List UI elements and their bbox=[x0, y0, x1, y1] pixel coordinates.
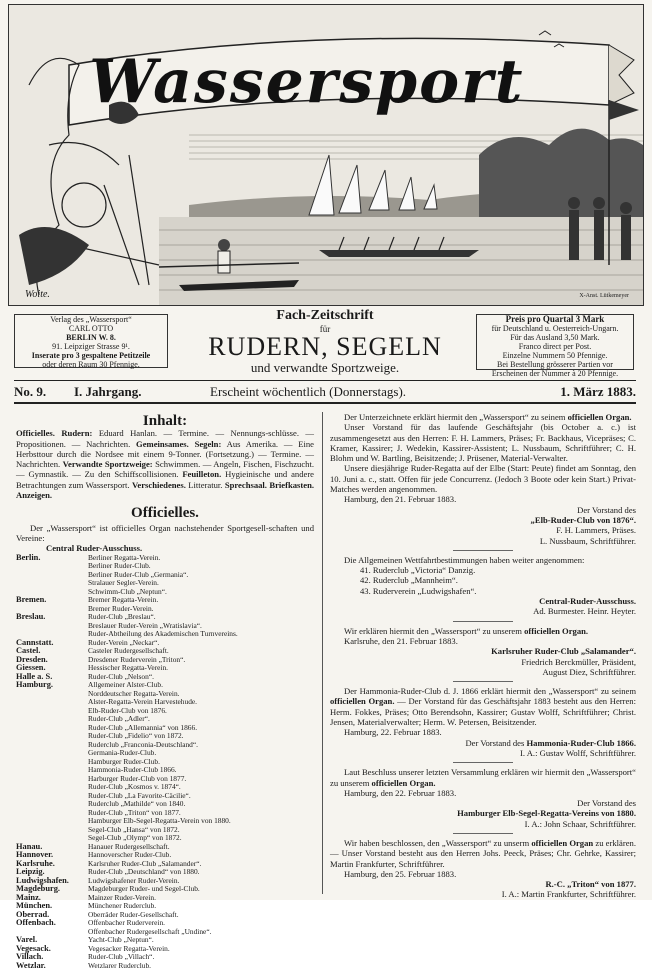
inhalt-part11: Sprechsaal. Briefkasten. Anzeigen. bbox=[16, 479, 315, 501]
elb-declaration bbox=[330, 412, 636, 422]
inhalt-part6: Schwimmen. — Angeln, Fischen, Fischzucht. — Gymnastik. — Zu den Schiffscollisionen. bbox=[16, 459, 314, 480]
club-name: Vegesacker Regatta-Verein. bbox=[88, 943, 170, 953]
club-name: Allgemeiner Alster-Club. bbox=[88, 680, 163, 690]
club-names bbox=[88, 902, 314, 911]
club-name: Münchener Ruderclub. bbox=[88, 901, 157, 911]
salamander-decl-text: Wir erklären hiermit den „Wassersport“ zu unserem bbox=[344, 625, 525, 636]
elb-decl-text: Der Unterzeichnete erklärt hiermit den „Wassersport“ zu seinem bbox=[344, 412, 568, 422]
club-city: Oberrad. bbox=[16, 909, 50, 919]
central-section: Central Ruder-Ausschuss. bbox=[46, 543, 143, 554]
club-names bbox=[88, 953, 314, 962]
club-name: Ruder-Club „Fidelio“ von 1872. bbox=[88, 731, 184, 741]
club-name: Hamburger Ruder-Club. bbox=[88, 756, 160, 766]
club-name: Berliner Ruder-Club. bbox=[88, 561, 151, 571]
left-column bbox=[16, 412, 314, 970]
hammonia-club: Hammonia-Ruder-Club 1866. bbox=[526, 737, 636, 748]
inhalt-part2: Eduard Hanlan. — Termine. — Nennungs-schlüsse. — Propositionen. — Nachrichten. bbox=[16, 428, 315, 449]
club-names bbox=[88, 894, 314, 903]
wettfahrt-intro: Die Allgemeinen Wettfahrtbestimmungen haben weiter angenommen: bbox=[344, 554, 585, 565]
inhalt-part7: Feuilleton. bbox=[182, 469, 222, 480]
club-name: Breslauer Ruder-Verein „Wratislavia“. bbox=[88, 620, 202, 630]
club-name: Harburger Ruder-Club von 1877. bbox=[88, 773, 187, 783]
separator bbox=[453, 762, 513, 763]
club-city: Cannstatt. bbox=[16, 637, 54, 647]
artist-signature: Woite. bbox=[25, 289, 50, 300]
top-rule bbox=[14, 380, 636, 381]
wettfahrt-42: 42. Ruderclub „Mannheim“. bbox=[360, 575, 458, 586]
club-city-row bbox=[16, 894, 314, 903]
club-name: Berliner Regatta-Verein. bbox=[88, 552, 161, 562]
club-city: Dresden. bbox=[16, 654, 48, 664]
club-city-row bbox=[16, 936, 314, 945]
club-city-row bbox=[16, 885, 314, 894]
club-name: Oberräder Ruder-Gesellschaft. bbox=[88, 909, 179, 919]
club-name: Segel-Club „Hansa“ von 1872. bbox=[88, 824, 180, 834]
inhalt-part9: Verschiedenes. bbox=[131, 479, 186, 490]
inhalt-part4: Aus Amerika. — Eine Herbsttour durch die Nordsee mit einem 9-Tonner. (Fortsetzung.) — Termine. — Nachrichten. bbox=[16, 438, 314, 470]
publisher-line4: 91. Leipziger Strasse 9¹. bbox=[52, 342, 130, 351]
club-name: Ruder-Club „Villach“. bbox=[88, 952, 155, 962]
club-city: Bremen. bbox=[16, 595, 47, 605]
price-line6: Bei Bestellung grösserer Partien vor bbox=[497, 360, 613, 369]
price-line4: Franco direct per Post. bbox=[518, 342, 592, 351]
club-name: Ruder-Club „Kosmos v. 1874“. bbox=[88, 782, 181, 792]
club-names bbox=[88, 936, 314, 945]
club-names bbox=[88, 681, 314, 843]
subtitle-line1: Fach-Zeitschrift bbox=[276, 308, 374, 323]
club-name: Ruder-Club „Nelson“. bbox=[88, 671, 154, 681]
triton-decl-text: Wir haben beschlossen, den „Wassersport“ zu unserm bbox=[344, 837, 532, 848]
triton-declaration bbox=[330, 838, 636, 869]
elbsegel-decl-organ: officiellen Organ. bbox=[371, 777, 436, 788]
club-name: Hanauer Rudergesellschaft. bbox=[88, 841, 170, 851]
club-name: Offenbacher Rudergesellschaft „Undine“. bbox=[88, 926, 212, 936]
club-city: Giessen. bbox=[16, 663, 46, 673]
salamander-club: Karlsruher Ruder-Club „Salamander“. bbox=[491, 646, 636, 657]
price-line5: Einzelne Nummern 50 Pfennige. bbox=[502, 351, 608, 360]
club-name: Offenbacher Ruderverein. bbox=[88, 918, 166, 928]
club-name: Stralauer Segler-Verein. bbox=[88, 578, 159, 588]
club-name: Ruder-Club „La Favorite-Cäcilie“. bbox=[88, 790, 191, 800]
club-name: Hannoverscher Ruder-Club. bbox=[88, 850, 172, 860]
club-city-row bbox=[16, 613, 314, 639]
club-city: Varel. bbox=[16, 935, 38, 945]
club-city: Karlsruhe. bbox=[16, 858, 55, 868]
masthead-illustration bbox=[8, 4, 644, 306]
club-name: Ruder-Club „Breslau“. bbox=[88, 612, 156, 622]
right-column bbox=[330, 412, 636, 900]
triton-date: Hamburg, den 25. Februar 1883. bbox=[344, 868, 457, 879]
club-name: Ruder-Club „Allemannia“ von 1866. bbox=[88, 722, 198, 732]
club-names bbox=[88, 613, 314, 639]
wettfahrt-43: 43. Ruderverein „Ludwigshafen“. bbox=[360, 585, 477, 596]
salamander-sign1: Friedrich Berckmüller, Präsident, bbox=[521, 656, 636, 667]
club-city: Hamburg. bbox=[16, 680, 53, 690]
club-names bbox=[88, 911, 314, 920]
inhalt-heading: Inhalt: bbox=[142, 413, 188, 429]
hammonia-declaration bbox=[330, 686, 636, 727]
price-line7: Erscheinen der Nummer à 20 Pfennige. bbox=[491, 369, 619, 378]
club-name: Bremer Regatta-Verein. bbox=[88, 595, 159, 605]
issue-number: No. 9. bbox=[14, 384, 47, 399]
club-name: Mainzer Ruder-Verein. bbox=[88, 892, 156, 902]
hammonia-date: Hamburg, 22. Februar 1883. bbox=[344, 727, 442, 738]
club-list bbox=[16, 554, 314, 970]
club-city: Magdeburg. bbox=[16, 884, 60, 894]
club-names bbox=[88, 596, 314, 613]
club-city: Villach. bbox=[16, 952, 44, 962]
issue-frequency: Erscheint wöchentlich (Donnerstags). bbox=[210, 384, 407, 399]
club-name: Karlsruher Ruder-Club „Salamander“. bbox=[88, 858, 202, 868]
column-divider bbox=[322, 412, 323, 894]
inhalt-part3: Gemeinsames. Segeln: bbox=[136, 438, 222, 449]
elbsegel-vorstand: Der Vorstand des bbox=[577, 798, 636, 809]
club-name: Ruder-Club „Adler“. bbox=[88, 714, 150, 724]
club-city: Leipzig. bbox=[16, 867, 45, 877]
officielles-heading: Officielles. bbox=[131, 505, 199, 522]
salamander-sign2: August Diez, Schriftführer. bbox=[542, 666, 636, 677]
club-city-row bbox=[16, 596, 314, 613]
elb-sign1: F. H. Lammers, Präses. bbox=[556, 525, 636, 536]
price-line2: für Deutschland u. Oesterreich-Ungarn. bbox=[491, 324, 619, 333]
club-name: Ludwigshafener Ruder-Verein. bbox=[88, 875, 180, 885]
publisher-line1: Verlag des „Wassersport“ bbox=[50, 315, 132, 324]
journal-subtitle bbox=[180, 308, 470, 376]
club-city: Hannover. bbox=[16, 850, 54, 860]
elb-sign2: L. Nussbaum, Schriftführer. bbox=[539, 535, 636, 546]
elbsegel-decl-text: Laut Beschluss unserer letzten Versammlung erklären wir hiermit den „Wassersport“ zu unserem bbox=[330, 767, 636, 788]
elbsegel-declaration bbox=[330, 767, 636, 788]
publisher-line2: CARL OTTO bbox=[68, 324, 114, 333]
elb-board: Unser Vorstand für das laufende Geschäftsjahr (bis October a. c.) ist zusammengesetzt aus den Herren: F. H. Lammers, Präses; Fr. Backhaus, Vicepräses; C. Kramer, Kassirer; J. Wedekin, Kassirer-Assistent; L. Nussbaum, Schriftführer; C. H. Blohm und W. Bartling, Beisitzende; J. Prüsener, Material-Verwalter. bbox=[330, 422, 636, 464]
club-name: Elb-Ruder-Club von 1876. bbox=[88, 705, 167, 715]
elb-regatta: Unsere diesjährige Ruder-Regatta auf der Elbe (Start: Peute) findet am Sonntag, den 10. Juni a. c., statt. Offen für jede Concurrenz. (Jedoch 3 Boote oder kein Start.) Privat-Matches werden angenommen. bbox=[330, 463, 636, 495]
club-name: Schwimm-Club „Neptun“. bbox=[88, 586, 167, 596]
club-city: München. bbox=[16, 901, 53, 911]
elb-vorstand: Der Vorstand des bbox=[577, 504, 636, 515]
club-names bbox=[88, 919, 314, 936]
hammonia-sign: I. A.: Gustav Wolff, Schriftführer. bbox=[520, 747, 636, 758]
club-city: Ludwigshafen. bbox=[16, 875, 69, 885]
inhalt-part5: Verwandte Sportzweige: bbox=[62, 459, 153, 470]
elb-date: Hamburg, den 21. Februar 1883. bbox=[344, 494, 457, 505]
elbsegel-date: Hamburg, den 22. Februar 1883. bbox=[344, 787, 457, 798]
separator bbox=[453, 621, 513, 622]
price-box bbox=[476, 314, 634, 378]
club-city-row bbox=[16, 673, 314, 682]
club-names bbox=[88, 962, 314, 970]
club-names bbox=[88, 554, 314, 597]
separator bbox=[453, 550, 513, 551]
club-name: Hessischer Regatta-Verein. bbox=[88, 663, 169, 673]
elbsegel-sign: I. A.: John Schaar, Schriftführer. bbox=[524, 818, 636, 829]
club-city: Castel. bbox=[16, 646, 41, 656]
club-name: Dresdener Ruderverein „Triton“. bbox=[88, 654, 186, 664]
salamander-declaration bbox=[330, 626, 636, 636]
central-ausschuss: Central-Ruder-Ausschuss. bbox=[539, 596, 636, 607]
hammonia-decl-organ: officiellen Organ. bbox=[330, 696, 395, 707]
hammonia-vorstand-text: Der Vorstand des bbox=[465, 737, 527, 748]
club-city: Halle a. S. bbox=[16, 671, 53, 681]
club-city-row bbox=[16, 554, 314, 597]
club-name: Berliner Ruder-Club „Germania“. bbox=[88, 569, 189, 579]
inhalt-text bbox=[16, 428, 314, 500]
subtitle-line3: RUDERN, SEGELN bbox=[208, 332, 442, 361]
club-name: Ruder-Club „Deutschland“ von 1880. bbox=[88, 867, 200, 877]
club-name: Wetzlarer Ruderclub. bbox=[88, 960, 152, 970]
triton-decl-board: zu erklären. — Unser Vorstand besteht aus den Herren Johs. Peeck, Präses; Chr. Gehrke, Kassirer; Martin Frankfurter, Schriftführer. bbox=[330, 837, 636, 869]
inhalt-part1: Officielles. Rudern: bbox=[16, 428, 93, 439]
club-name: Segel-Club „Olymp“ von 1872. bbox=[88, 833, 182, 843]
subtitle-line2: für bbox=[319, 324, 331, 334]
club-name: Germania-Ruder-Club. bbox=[88, 748, 157, 758]
club-city-row bbox=[16, 919, 314, 936]
separator bbox=[453, 681, 513, 682]
masthead-title: Wassersport bbox=[89, 47, 525, 117]
issue-volume: I. Jahrgang. bbox=[74, 384, 142, 399]
triton-decl-organ: officiellen Organ bbox=[531, 837, 594, 848]
separator bbox=[453, 833, 513, 834]
engraver-credit: X-Anst. Lütkemeyer bbox=[579, 293, 629, 299]
triton-sign: I. A.: Martin Frankfurter, Schriftführer. bbox=[501, 889, 636, 900]
publisher-line6: oder deren Raum 30 Pfennige. bbox=[42, 360, 140, 369]
club-name: Ruder-Abtheilung des Akademischen Turnvereins. bbox=[88, 629, 238, 639]
club-city: Mainz. bbox=[16, 892, 41, 902]
club-city: Wetzlar. bbox=[16, 960, 46, 970]
triton-club: R.-C. „Triton“ von 1877. bbox=[545, 879, 636, 890]
club-city-row bbox=[16, 945, 314, 954]
club-name: Ruderclub „Franconia-Deutschland“. bbox=[88, 739, 198, 749]
club-name: Ruder-Verein „Neckar“. bbox=[88, 637, 160, 647]
inhalt-part10: Litteratur. bbox=[185, 479, 225, 490]
elb-decl-organ: officiellen Organ. bbox=[567, 412, 632, 422]
club-names bbox=[88, 945, 314, 954]
officielles-intro: Der „Wassersport“ ist officielles Organ nachstehender Sportgesell-schaften und Vereine: bbox=[16, 522, 314, 543]
club-city: Hanau. bbox=[16, 841, 43, 851]
club-name: Alster-Regatta-Verein Harvestehude. bbox=[88, 697, 198, 707]
subtitle-line4: und verwandte Sportzweige. bbox=[250, 360, 400, 375]
club-city-row bbox=[16, 902, 314, 911]
club-name: Casteler Rudergesellschaft. bbox=[88, 646, 169, 656]
hammonia-decl-board: — Der Vorstand für das Geschäftsjahr 1883 besteht aus den Herren: Herm. Fokkes, Präses; Otto Berendsohn, Kassirer; Gustav Wolff, Schriftführer; Christ. Jensen, Materialverwalter; Herm. W. Petersen, Beisitzender. bbox=[330, 696, 636, 728]
club-name: Norddeutscher Regatta-Verein. bbox=[88, 688, 180, 698]
club-name: Hamburger Elb-Segel-Regatta-Verein von 1880. bbox=[88, 816, 231, 826]
club-name: Ruderclub „Mathilde“ von 1840. bbox=[88, 799, 186, 809]
club-city-row bbox=[16, 953, 314, 962]
price-line3: Für das Ausland 3,50 Mark. bbox=[510, 333, 600, 342]
publisher-line5: Inserate pro 3 gespaltene Petitzeile bbox=[31, 351, 151, 360]
hammonia-decl-text: Der Hammonia-Ruder-Club d. J. 1866 erklärt hiermit den „Wassersport“ zu seinem bbox=[344, 686, 636, 697]
club-city-row bbox=[16, 911, 314, 920]
inhalt-part8: Hygieinische und andere Betrachtungen zum Wassersport. bbox=[16, 469, 314, 490]
central-signers: Ad. Burmester. Heinr. Heyter. bbox=[533, 606, 636, 617]
club-city-row bbox=[16, 664, 314, 673]
club-city-row bbox=[16, 962, 314, 970]
club-city: Vegesack. bbox=[16, 943, 51, 953]
publisher-line3: BERLIN W. 8. bbox=[66, 333, 116, 342]
club-name: Hammonia-Ruder-Club 1866. bbox=[88, 765, 177, 775]
club-city: Offenbach. bbox=[16, 918, 56, 928]
salamander-date: Karlsruhe, den 21. Februar 1883. bbox=[344, 635, 458, 646]
club-city: Breslau. bbox=[16, 612, 46, 622]
club-name: Ruder-Club „Triton“ von 1877. bbox=[88, 807, 181, 817]
issue-date: 1. März 1883. bbox=[560, 384, 636, 399]
elb-club-name: „Elb-Ruder-Club von 1876“. bbox=[530, 514, 636, 525]
salamander-decl-organ: officiellen Organ. bbox=[524, 625, 589, 636]
wettfahrt-41: 41. Ruderclub „Victoria“ Danzig. bbox=[360, 565, 476, 576]
club-city-row bbox=[16, 681, 314, 843]
club-name: Yacht-Club „Neptun“. bbox=[88, 935, 154, 945]
elbsegel-club: Hamburger Elb-Segel-Regatta-Vereins von 1880. bbox=[457, 808, 636, 819]
bottom-rule bbox=[14, 402, 636, 404]
club-name: Bremer Ruder-Verein. bbox=[88, 603, 154, 613]
price-line1: Preis pro Quartal 3 Mark bbox=[505, 314, 605, 324]
publisher-box bbox=[14, 314, 168, 368]
hammonia-vorstand bbox=[330, 738, 636, 748]
club-city: Berlin. bbox=[16, 552, 41, 562]
club-name: Magdeburger Ruder- und Segel-Club. bbox=[88, 884, 200, 894]
